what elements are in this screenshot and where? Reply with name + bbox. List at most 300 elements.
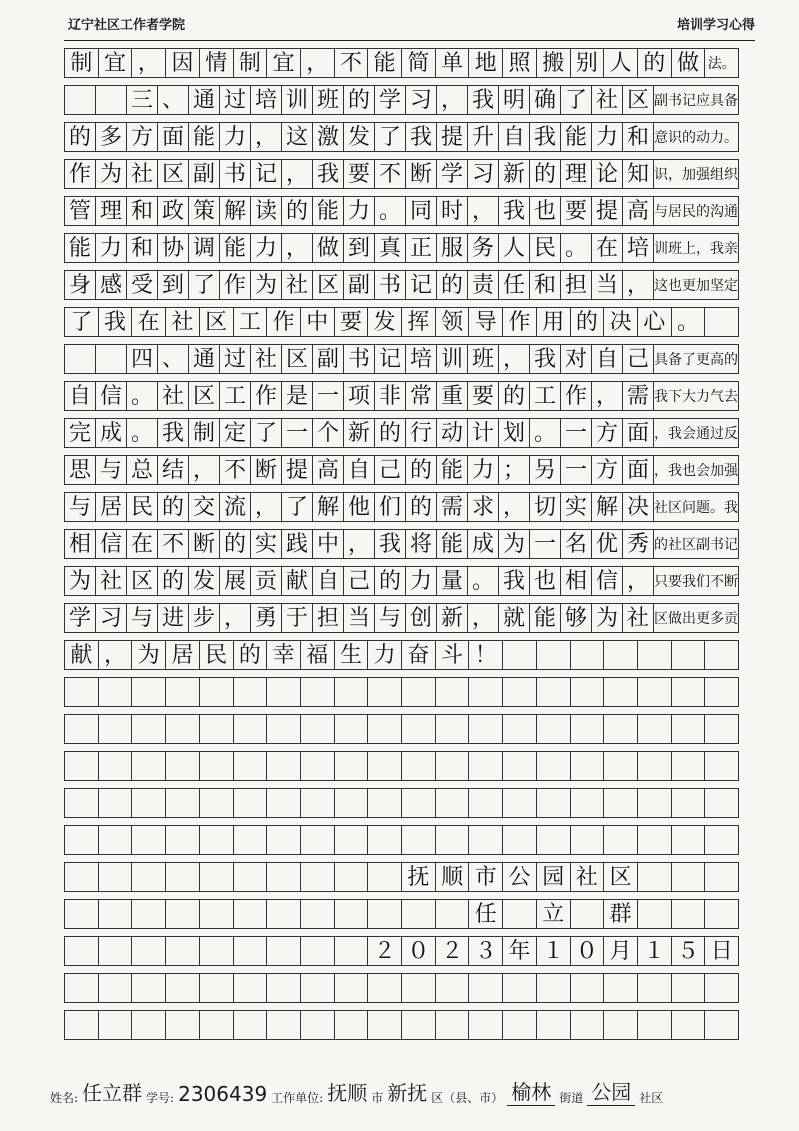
grid-cell: 的: [158, 567, 189, 595]
grid-cell: [267, 900, 301, 928]
grid-cell: [301, 826, 335, 854]
grid-cell: ，: [251, 493, 282, 521]
grid-cell: 力: [96, 234, 127, 262]
grid-cell: 能: [437, 530, 468, 558]
grid-cell: ，: [251, 123, 282, 151]
grid-cell: 行: [406, 419, 437, 447]
grid-cell: 展: [220, 567, 251, 595]
grid-cell: 和: [127, 197, 158, 225]
grid-cell: 能: [561, 123, 592, 151]
grid-row: [64, 1010, 739, 1040]
grid-cell: 结: [158, 456, 189, 484]
grid-cell: 人: [499, 234, 530, 262]
grid-cell: [335, 826, 369, 854]
grid-cell: 的: [158, 493, 189, 521]
grid-cell: 要: [335, 308, 369, 336]
grid-cell: 区: [623, 86, 654, 114]
grid-cell: 年: [503, 937, 537, 965]
grid-cell: [99, 752, 133, 780]
grid-cell: 力: [592, 123, 623, 151]
grid-cell: 训班上，我亲: [654, 241, 738, 257]
grid-cell: [234, 863, 268, 891]
grid-cell: 政: [158, 197, 189, 225]
grid-cell: ，: [623, 271, 654, 299]
grid-cell: 到: [158, 271, 189, 299]
grid-cell: [65, 1011, 99, 1039]
grid-cell: 的: [234, 641, 268, 669]
grid-cell: [267, 974, 301, 1002]
grid-cell: 和: [127, 234, 158, 262]
grid-cell: 勇: [251, 604, 282, 632]
grid-cell: [99, 789, 133, 817]
grid-cell: 一: [282, 419, 313, 447]
manuscript-grid: [64, 48, 739, 1038]
grid-cell: 在: [127, 530, 158, 558]
grid-cell: 的社区副书记: [654, 537, 738, 553]
grid-cell: [368, 678, 402, 706]
grid-cell: 区: [200, 308, 234, 336]
grid-cell: 任: [469, 900, 503, 928]
grid-cell: 记: [375, 345, 406, 373]
grid-cell: 提: [282, 456, 313, 484]
grid-cell: [638, 641, 672, 669]
grid-cell: 决: [623, 493, 654, 521]
grid-cell: [65, 900, 99, 928]
name-label: 姓名:: [50, 1091, 79, 1105]
grid-cell: 书: [375, 271, 406, 299]
grid-cell: 社: [571, 863, 605, 891]
grid-cell: 副: [189, 160, 220, 188]
grid-cell: 了: [65, 308, 99, 336]
grid-cell: 需: [623, 382, 654, 410]
grid-cell: 献: [65, 641, 99, 669]
grid-cell: 记: [251, 160, 282, 188]
grid-cell: [638, 900, 672, 928]
grid-cell: [503, 974, 537, 1002]
grid-cell: 一: [530, 530, 561, 558]
grid-cell: [469, 789, 503, 817]
grid-cell: 需: [437, 493, 468, 521]
grid-cell: 与: [65, 493, 96, 521]
grid-cell: 己: [623, 345, 654, 373]
grid-cell: 法。: [707, 56, 736, 72]
grid-cell: ！: [469, 641, 503, 669]
grid-cell: 够: [561, 604, 592, 632]
grid-cell: [705, 863, 738, 891]
grid-row: [64, 196, 739, 226]
grid-cell: [335, 900, 369, 928]
grid-cell: [132, 715, 166, 743]
grid-cell: [368, 974, 402, 1002]
grid-cell: [436, 678, 470, 706]
grid-cell: 要: [344, 160, 375, 188]
grid-cell: 总: [127, 456, 158, 484]
grid-cell: 激: [313, 123, 344, 151]
grid-cell: [638, 974, 672, 1002]
grid-cell: 社: [166, 308, 200, 336]
grid-cell: [604, 641, 638, 669]
grid-cell: 。: [375, 197, 406, 225]
grid-cell: [132, 863, 166, 891]
grid-cell: 心: [638, 308, 672, 336]
grid-row: [64, 492, 739, 522]
grid-cell: 副: [313, 345, 344, 373]
grid-cell: 区: [604, 863, 638, 891]
grid-cell: 断: [406, 160, 437, 188]
grid-cell: 的: [571, 308, 605, 336]
grid-cell: [672, 752, 706, 780]
grid-cell: [503, 789, 537, 817]
grid-cell: 相: [561, 567, 592, 595]
grid-cell: 明: [499, 86, 530, 114]
grid-cell: [65, 715, 99, 743]
grid-cell: [368, 900, 402, 928]
grid-cell: 顺: [436, 863, 470, 891]
grid-row: [64, 307, 739, 337]
grid-cell: 。: [672, 308, 706, 336]
grid-cell: 培: [623, 234, 654, 262]
grid-cell: [402, 974, 436, 1002]
grid-cell: ，: [437, 86, 468, 114]
grid-row: [64, 455, 739, 485]
grid-row: [64, 862, 739, 892]
grid-cell: 书: [344, 345, 375, 373]
grid-cell: [436, 752, 470, 780]
grid-cell: [335, 752, 369, 780]
grid-cell: 作: [220, 271, 251, 299]
grid-cell: [96, 86, 127, 114]
grid-cell: 抚: [402, 863, 436, 891]
grid-cell: [200, 974, 234, 1002]
grid-cell: [672, 678, 706, 706]
grid-cell: [436, 715, 470, 743]
grid-cell: 献: [282, 567, 313, 595]
grid-cell: 能: [368, 49, 402, 77]
grid-cell: [571, 900, 605, 928]
grid-cell: 力: [251, 234, 282, 262]
grid-cell: 成: [96, 419, 127, 447]
grid-cell: [132, 752, 166, 780]
grid-cell: [469, 715, 503, 743]
grid-cell: 也: [530, 567, 561, 595]
grid-cell: 副书记应具备: [654, 93, 738, 109]
grid-cell: 服: [437, 234, 468, 262]
grid-cell: [638, 789, 672, 817]
grid-cell: 当: [592, 271, 623, 299]
grid-cell: 公: [503, 863, 537, 891]
grid-cell: [200, 1011, 234, 1039]
grid-cell: 决: [604, 308, 638, 336]
community-value: 公园: [587, 1076, 635, 1106]
grid-cell: 地: [469, 49, 503, 77]
grid-cell: 学: [375, 86, 406, 114]
grid-cell: [672, 863, 706, 891]
grid-cell: [301, 900, 335, 928]
grid-cell: 社: [592, 86, 623, 114]
grid-cell: 的: [530, 160, 561, 188]
grid-cell: 做: [672, 49, 706, 77]
grid-cell: 发: [189, 567, 220, 595]
grid-cell: [638, 1011, 672, 1039]
grid-cell: 我: [99, 308, 133, 336]
grid-cell: [705, 715, 738, 743]
grid-cell: [469, 826, 503, 854]
grid-row: [64, 233, 739, 263]
grid-cell: [638, 752, 672, 780]
grid-cell: [200, 715, 234, 743]
grid-cell: [402, 752, 436, 780]
grid-cell: 与: [375, 604, 406, 632]
grid-cell: 我下大力气去: [654, 389, 738, 405]
grid-cell: [301, 752, 335, 780]
grid-cell: 项: [344, 382, 375, 410]
grid-cell: 的: [375, 419, 406, 447]
grid-cell: 人: [604, 49, 638, 77]
grid-cell: [705, 900, 738, 928]
grid-cell: [335, 974, 369, 1002]
grid-row: [64, 751, 739, 781]
grid-cell: [267, 863, 301, 891]
grid-cell: 社: [282, 271, 313, 299]
grid-cell: 宜: [99, 49, 133, 77]
grid-cell: 通: [189, 86, 220, 114]
grid-cell: [571, 789, 605, 817]
header-left-title: 辽宁社区工作者学院: [68, 18, 186, 33]
grid-cell: 为: [251, 271, 282, 299]
grid-cell: 、: [158, 345, 189, 373]
grid-cell: 区: [189, 382, 220, 410]
grid-cell: ，: [301, 49, 335, 77]
grid-cell: 过: [220, 345, 251, 373]
grid-cell: 论: [592, 160, 623, 188]
grid-cell: ，: [189, 456, 220, 484]
grid-cell: [503, 715, 537, 743]
grid-cell: 习: [96, 604, 127, 632]
grid-cell: 自: [344, 456, 375, 484]
grid-cell: [672, 641, 706, 669]
grid-cell: ０: [402, 937, 436, 965]
grid-cell: [99, 1011, 133, 1039]
grid-cell: 升: [468, 123, 499, 151]
grid-cell: [705, 974, 738, 1002]
grid-cell: ５: [672, 937, 706, 965]
grid-cell: 奋: [402, 641, 436, 669]
grid-cell: 受: [127, 271, 158, 299]
grid-cell: [571, 715, 605, 743]
grid-cell: 社区问题。我: [654, 500, 738, 516]
grid-cell: 为: [65, 567, 96, 595]
grid-cell: 己: [344, 567, 375, 595]
grid-cell: [200, 863, 234, 891]
grid-cell: 幸: [267, 641, 301, 669]
grid-cell: 量: [437, 567, 468, 595]
header-rule: [64, 40, 755, 41]
grid-cell: 一: [561, 419, 592, 447]
grid-cell: 照: [503, 49, 537, 77]
grid-cell: [705, 826, 738, 854]
grid-cell: 要: [561, 197, 592, 225]
grid-cell: [571, 826, 605, 854]
grid-cell: 新: [344, 419, 375, 447]
grid-cell: ，: [592, 382, 623, 410]
grid-cell: [705, 678, 738, 706]
community-suffix: 社区: [639, 1091, 664, 1105]
grid-cell: 多: [96, 123, 127, 151]
grid-cell: 划: [499, 419, 530, 447]
grid-cell: 与: [127, 604, 158, 632]
grid-cell: 解: [592, 493, 623, 521]
grid-cell: 培: [251, 86, 282, 114]
grid-cell: 通: [189, 345, 220, 373]
grid-cell: [571, 641, 605, 669]
grid-cell: 知: [623, 160, 654, 188]
grid-cell: ，: [468, 604, 499, 632]
grid-cell: 四: [127, 345, 158, 373]
grid-cell: 为: [132, 641, 166, 669]
grid-cell: 和: [623, 123, 654, 151]
grid-row: [64, 788, 739, 818]
grid-cell: [200, 937, 234, 965]
grid-cell: 在: [592, 234, 623, 262]
grid-cell: 提: [437, 123, 468, 151]
grid-cell: 创: [406, 604, 437, 632]
grid-cell: 实: [251, 530, 282, 558]
grid-cell: 时: [437, 197, 468, 225]
grid-cell: [132, 678, 166, 706]
grid-cell: [99, 937, 133, 965]
grid-cell: [65, 974, 99, 1002]
grid-cell: [402, 1011, 436, 1039]
grid-cell: 民: [200, 641, 234, 669]
grid-cell: 新: [437, 604, 468, 632]
grid-cell: ２: [436, 937, 470, 965]
grid-cell: 践: [282, 530, 313, 558]
grid-cell: 读: [251, 197, 282, 225]
grid-cell: ，: [282, 234, 313, 262]
grid-cell: [537, 641, 571, 669]
grid-cell: 在: [132, 308, 166, 336]
grid-cell: １: [537, 937, 571, 965]
grid-cell: [672, 974, 706, 1002]
grid-cell: 别: [571, 49, 605, 77]
grid-cell: [335, 1011, 369, 1039]
grid-cell: [200, 789, 234, 817]
grid-cell: 高: [623, 197, 654, 225]
grid-cell: 面: [158, 123, 189, 151]
grid-cell: 的: [406, 456, 437, 484]
grid-cell: [503, 641, 537, 669]
district-value: 新抚: [387, 1081, 428, 1105]
grid-cell: ，: [132, 49, 166, 77]
grid-cell: 作: [65, 160, 96, 188]
grid-cell: 就: [499, 604, 530, 632]
grid-cell: [402, 900, 436, 928]
grid-cell: 搬: [537, 49, 571, 77]
grid-cell: 日: [710, 939, 733, 964]
grid-cell: [99, 826, 133, 854]
grid-cell: 挥: [402, 308, 436, 336]
grid-cell: 能: [65, 234, 96, 262]
grid-cell: 为: [592, 604, 623, 632]
grid-cell: 提: [592, 197, 623, 225]
grid-cell: 理: [561, 160, 592, 188]
grid-cell: 培: [406, 345, 437, 373]
grid-cell: [368, 715, 402, 743]
grid-cell: [267, 1011, 301, 1039]
grid-cell: 面: [623, 456, 654, 484]
grid-cell: 学: [437, 160, 468, 188]
grid-row: [64, 529, 739, 559]
grid-cell: 动: [437, 419, 468, 447]
grid-cell: 到: [344, 234, 375, 262]
grid-cell: [99, 974, 133, 1002]
grid-cell: 区: [282, 345, 313, 373]
grid-cell: 当: [344, 604, 375, 632]
grid-cell: 用: [537, 308, 571, 336]
grid-cell: 具备了更高的: [654, 352, 738, 368]
grid-cell: ，我也会加强: [654, 463, 738, 479]
grid-cell: 的: [406, 493, 437, 521]
id-value: 2306439: [178, 1082, 268, 1106]
grid-cell: 制: [234, 49, 268, 77]
grid-cell: 、: [158, 86, 189, 114]
grid-cell: 相: [65, 530, 96, 558]
grid-cell: 方: [592, 456, 623, 484]
grid-cell: 书: [220, 160, 251, 188]
grid-cell: 不: [335, 49, 369, 77]
grid-cell: [503, 1011, 537, 1039]
grid-cell: 的: [220, 530, 251, 558]
grid-cell: [638, 826, 672, 854]
grid-cell: [705, 1011, 738, 1039]
grid-cell: 群: [604, 900, 638, 928]
grid-cell: [301, 789, 335, 817]
grid-cell: [200, 752, 234, 780]
grid-cell: [571, 752, 605, 780]
grid-cell: [234, 900, 268, 928]
grid-cell: 社: [158, 382, 189, 410]
grid-cell: 区做出更多贡: [654, 611, 738, 627]
grid-cell: 的: [638, 49, 672, 77]
grid-cell: 进: [158, 604, 189, 632]
grid-cell: 。: [127, 419, 158, 447]
grid-cell: [301, 678, 335, 706]
grid-cell: [469, 752, 503, 780]
district-suffix: 区（县、市）: [431, 1091, 504, 1105]
grid-row: [64, 85, 739, 115]
grid-cell: 他: [344, 493, 375, 521]
grid-cell: [166, 826, 200, 854]
grid-cell: 重: [437, 382, 468, 410]
grid-cell: 断: [251, 456, 282, 484]
grid-cell: 力: [220, 123, 251, 151]
grid-cell: [672, 789, 706, 817]
grid-cell: 制: [189, 419, 220, 447]
grid-cell: 三: [127, 86, 158, 114]
grid-cell: 新: [499, 160, 530, 188]
grid-cell: [132, 826, 166, 854]
grid-cell: [132, 900, 166, 928]
grid-cell: [537, 826, 571, 854]
grid-cell: 社: [251, 345, 282, 373]
grid-cell: 社: [127, 160, 158, 188]
grid-cell: 工: [234, 308, 268, 336]
grid-cell: [132, 937, 166, 965]
grid-cell: 月: [604, 937, 638, 965]
grid-cell: 力: [406, 567, 437, 595]
grid-cell: [234, 1011, 268, 1039]
grid-cell: [402, 715, 436, 743]
